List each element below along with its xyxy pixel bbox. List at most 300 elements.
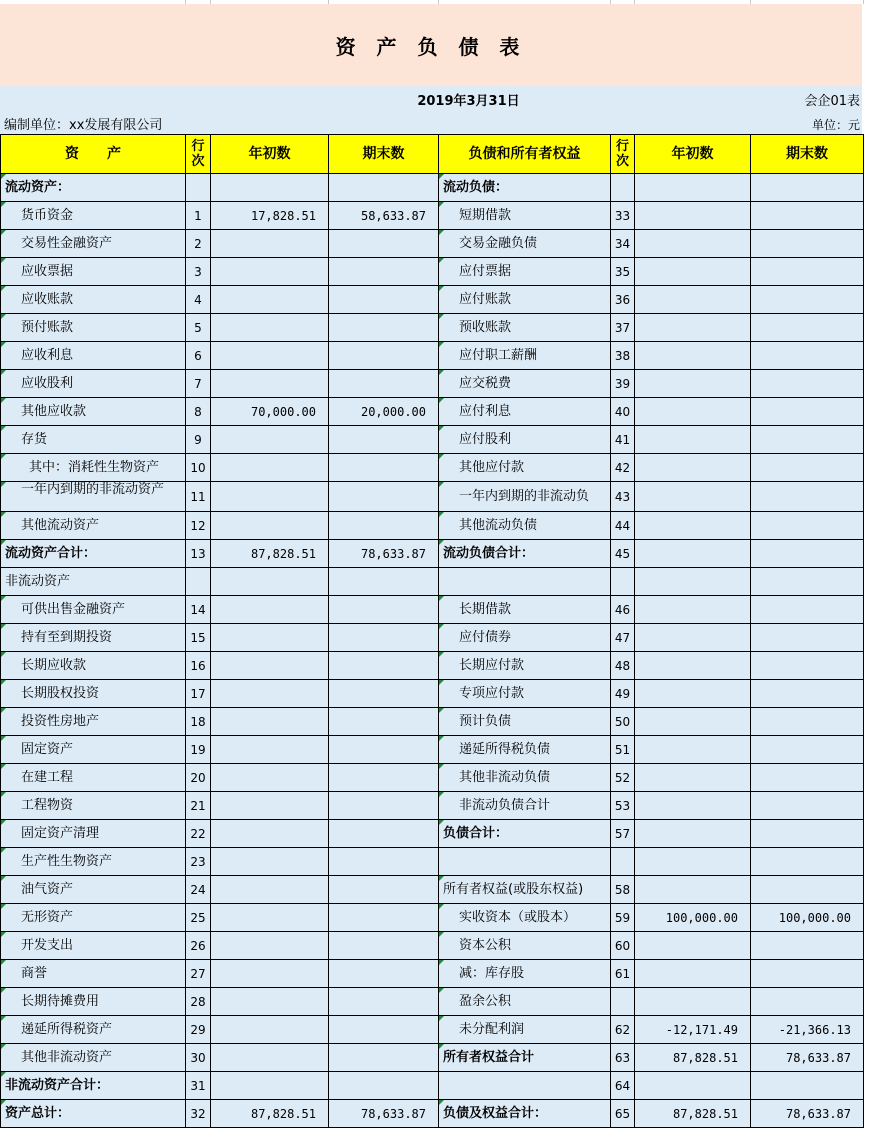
asset-name[interactable]: 交易性金融资产	[1, 230, 186, 258]
liability-name[interactable]: 所有者权益合计	[439, 1044, 611, 1072]
liability-row-no[interactable]: 49	[611, 680, 635, 708]
liability-name[interactable]: 预收账款	[439, 314, 611, 342]
liability-row-no[interactable]: 43	[611, 482, 635, 512]
asset-name[interactable]: 生产性生物资产	[1, 848, 186, 876]
asset-name[interactable]: 工程物资	[1, 792, 186, 820]
liability-name[interactable]: 应交税费	[439, 370, 611, 398]
asset-begin-value[interactable]	[211, 174, 329, 202]
asset-name[interactable]: 一年内到期的非流动资产	[1, 482, 186, 512]
asset-begin-value[interactable]	[211, 482, 329, 512]
liability-begin-value[interactable]: 100,000.00	[635, 904, 751, 932]
liability-name[interactable]: 其他非流动负债	[439, 764, 611, 792]
header-begin[interactable]: 年初数	[211, 135, 329, 174]
liability-row-no[interactable]: 47	[611, 624, 635, 652]
liability-end-value[interactable]	[751, 792, 864, 820]
asset-name[interactable]: 预付账款	[1, 314, 186, 342]
liability-end-value[interactable]	[751, 342, 864, 370]
liability-end-value[interactable]	[751, 314, 864, 342]
asset-end-value[interactable]	[329, 652, 439, 680]
asset-name[interactable]: 流动资产：	[1, 174, 186, 202]
asset-end-value[interactable]: 78,633.87	[329, 1100, 439, 1128]
asset-end-value[interactable]	[329, 174, 439, 202]
liability-begin-value[interactable]	[635, 820, 751, 848]
liability-name[interactable]: 应付职工薪酬	[439, 342, 611, 370]
liability-name[interactable]: 盈余公积	[439, 988, 611, 1016]
asset-begin-value[interactable]	[211, 764, 329, 792]
liability-name[interactable]: 减：库存股	[439, 960, 611, 988]
asset-name[interactable]: 递延所得税资产	[1, 1016, 186, 1044]
liability-begin-value[interactable]	[635, 764, 751, 792]
asset-name[interactable]: 其他流动资产	[1, 512, 186, 540]
asset-row-no[interactable]: 9	[186, 426, 211, 454]
asset-name[interactable]: 其中：消耗性生物资产	[1, 454, 186, 482]
liability-name[interactable]: 长期应付款	[439, 652, 611, 680]
liability-end-value[interactable]	[751, 876, 864, 904]
asset-name[interactable]: 商誉	[1, 960, 186, 988]
liability-end-value[interactable]: 78,633.87	[751, 1044, 864, 1072]
liability-end-value[interactable]	[751, 1072, 864, 1100]
header-end-right[interactable]: 期末数	[751, 135, 864, 174]
asset-name[interactable]: 货币资金	[1, 202, 186, 230]
liability-end-value[interactable]	[751, 398, 864, 426]
liability-end-value[interactable]	[751, 230, 864, 258]
asset-begin-value[interactable]	[211, 792, 329, 820]
liability-name[interactable]	[439, 848, 611, 876]
asset-begin-value[interactable]	[211, 426, 329, 454]
table-row	[1, 342, 864, 370]
asset-end-value[interactable]	[329, 624, 439, 652]
asset-end-value[interactable]	[329, 314, 439, 342]
form-code[interactable]: 会企01表	[804, 94, 860, 109]
liability-end-value[interactable]	[751, 960, 864, 988]
liability-end-value[interactable]	[751, 820, 864, 848]
asset-end-value[interactable]	[329, 482, 439, 512]
liability-row-no[interactable]: 41	[611, 426, 635, 454]
currency-unit[interactable]: 单位：元	[811, 118, 860, 132]
asset-row-no[interactable]: 28	[186, 988, 211, 1016]
asset-begin-value[interactable]	[211, 370, 329, 398]
liability-begin-value[interactable]	[635, 370, 751, 398]
liability-end-value[interactable]	[751, 596, 864, 624]
asset-end-value[interactable]	[329, 960, 439, 988]
asset-name[interactable]: 其他非流动资产	[1, 1044, 186, 1072]
liability-begin-value[interactable]	[635, 736, 751, 764]
liability-begin-value[interactable]	[635, 286, 751, 314]
liability-name[interactable]: 非流动负债合计	[439, 792, 611, 820]
liability-end-value[interactable]	[751, 652, 864, 680]
liability-begin-value[interactable]: 87,828.51	[635, 1044, 751, 1072]
asset-end-value[interactable]	[329, 764, 439, 792]
liability-end-value[interactable]	[751, 426, 864, 454]
liability-name[interactable]: 一年内到期的非流动负	[439, 482, 611, 512]
asset-begin-value[interactable]	[211, 988, 329, 1016]
liability-row-no[interactable]: 64	[611, 1072, 635, 1100]
asset-end-value[interactable]	[329, 708, 439, 736]
asset-begin-value[interactable]	[211, 1044, 329, 1072]
liability-row-no[interactable]: 61	[611, 960, 635, 988]
liability-begin-value[interactable]	[635, 680, 751, 708]
liability-row-no[interactable]: 51	[611, 736, 635, 764]
asset-name[interactable]: 应收票据	[1, 258, 186, 286]
asset-end-value[interactable]: 78,633.87	[329, 540, 439, 568]
reporting-entity[interactable]: 编制单位：xx发展有限公司	[4, 118, 163, 133]
asset-end-value[interactable]	[329, 932, 439, 960]
liability-begin-value[interactable]	[635, 932, 751, 960]
liability-row-no[interactable]: 44	[611, 512, 635, 540]
table-row	[1, 540, 864, 568]
asset-begin-value[interactable]	[211, 286, 329, 314]
liability-begin-value[interactable]	[635, 342, 751, 370]
asset-end-value[interactable]	[329, 848, 439, 876]
liability-begin-value[interactable]	[635, 960, 751, 988]
asset-end-value[interactable]	[329, 820, 439, 848]
asset-name[interactable]: 资产总计：	[1, 1100, 186, 1128]
header-end[interactable]: 期末数	[329, 135, 439, 174]
liability-end-value[interactable]	[751, 708, 864, 736]
table-row	[1, 848, 864, 876]
table-row	[1, 904, 864, 932]
liability-row-no[interactable]: 38	[611, 342, 635, 370]
table-row	[1, 1100, 864, 1128]
asset-begin-value[interactable]	[211, 904, 329, 932]
asset-end-value[interactable]	[329, 1016, 439, 1044]
liability-begin-value[interactable]	[635, 596, 751, 624]
table-row	[1, 230, 864, 258]
table-row	[1, 960, 864, 988]
liability-name[interactable]: 其他应付款	[439, 454, 611, 482]
asset-name[interactable]: 长期应收款	[1, 652, 186, 680]
asset-name[interactable]: 存货	[1, 426, 186, 454]
liability-row-no[interactable]: 59	[611, 904, 635, 932]
asset-begin-value[interactable]: 17,828.51	[211, 202, 329, 230]
asset-name[interactable]: 应收股利	[1, 370, 186, 398]
liability-end-value[interactable]	[751, 482, 864, 512]
asset-name[interactable]: 持有至到期投资	[1, 624, 186, 652]
liability-end-value[interactable]	[751, 568, 864, 596]
liability-row-no[interactable]: 53	[611, 792, 635, 820]
header-begin-right[interactable]: 年初数	[635, 135, 751, 174]
liability-begin-value[interactable]	[635, 568, 751, 596]
liability-name[interactable]: 交易金融负债	[439, 230, 611, 258]
asset-row-no[interactable]: 25	[186, 904, 211, 932]
liability-name[interactable]: 负债合计：	[439, 820, 611, 848]
asset-name[interactable]: 在建工程	[1, 764, 186, 792]
liability-name[interactable]: 其他流动负债	[439, 512, 611, 540]
asset-row-no[interactable]: 31	[186, 1072, 211, 1100]
asset-name[interactable]: 可供出售金融资产	[1, 596, 186, 624]
liability-end-value[interactable]	[751, 736, 864, 764]
liability-begin-value[interactable]	[635, 230, 751, 258]
asset-row-no[interactable]: 5	[186, 314, 211, 342]
liability-begin-value[interactable]: -12,171.49	[635, 1016, 751, 1044]
liability-begin-value[interactable]: 87,828.51	[635, 1100, 751, 1128]
liability-name[interactable]: 应付利息	[439, 398, 611, 426]
report-date[interactable]: 2019年3月31日	[417, 94, 520, 109]
asset-begin-value[interactable]	[211, 230, 329, 258]
liability-row-no[interactable]: 37	[611, 314, 635, 342]
asset-end-value[interactable]	[329, 342, 439, 370]
asset-end-value[interactable]	[329, 568, 439, 596]
liability-end-value[interactable]	[751, 370, 864, 398]
asset-row-no[interactable]: 20	[186, 764, 211, 792]
asset-name[interactable]: 其他应收款	[1, 398, 186, 426]
asset-name[interactable]: 开发支出	[1, 932, 186, 960]
liability-end-value[interactable]	[751, 454, 864, 482]
liability-begin-value[interactable]	[635, 540, 751, 568]
liability-name[interactable]: 递延所得税负债	[439, 736, 611, 764]
liability-end-value[interactable]	[751, 540, 864, 568]
liability-name[interactable]: 预计负债	[439, 708, 611, 736]
asset-begin-value[interactable]: 87,828.51	[211, 1100, 329, 1128]
header-row	[1, 135, 864, 174]
asset-name[interactable]: 固定资产	[1, 736, 186, 764]
asset-end-value[interactable]	[329, 596, 439, 624]
liability-row-no[interactable]: 40	[611, 398, 635, 426]
report-info-band	[0, 86, 862, 134]
liability-name[interactable]: 应付票据	[439, 258, 611, 286]
asset-end-value[interactable]	[329, 230, 439, 258]
asset-end-value[interactable]	[329, 680, 439, 708]
asset-end-value[interactable]	[329, 286, 439, 314]
liability-row-no[interactable]: 48	[611, 652, 635, 680]
liability-begin-value[interactable]	[635, 512, 751, 540]
asset-end-value[interactable]	[329, 1044, 439, 1072]
asset-end-value[interactable]	[329, 988, 439, 1016]
liability-row-no[interactable]: 33	[611, 202, 635, 230]
asset-end-value[interactable]	[329, 876, 439, 904]
liability-row-no[interactable]: 65	[611, 1100, 635, 1128]
asset-row-no[interactable]: 29	[186, 1016, 211, 1044]
liability-name[interactable]: 流动负债合计：	[439, 540, 611, 568]
header-row-no-right[interactable]: 行次	[611, 135, 635, 174]
asset-row-no[interactable]: 11	[186, 482, 211, 512]
liability-end-value[interactable]	[751, 202, 864, 230]
asset-name[interactable]: 应收账款	[1, 286, 186, 314]
asset-begin-value[interactable]	[211, 342, 329, 370]
asset-row-no[interactable]: 21	[186, 792, 211, 820]
asset-begin-value[interactable]	[211, 932, 329, 960]
liability-name[interactable]: 所有者权益(或股东权益)	[439, 876, 611, 904]
table-row	[1, 426, 864, 454]
asset-begin-value[interactable]	[211, 652, 329, 680]
asset-end-value[interactable]	[329, 454, 439, 482]
liability-end-value[interactable]	[751, 624, 864, 652]
asset-row-no[interactable]	[186, 568, 211, 596]
table-row	[1, 1044, 864, 1072]
liability-end-value[interactable]	[751, 988, 864, 1016]
asset-begin-value[interactable]	[211, 1016, 329, 1044]
asset-begin-value[interactable]	[211, 876, 329, 904]
liability-end-value[interactable]: -21,366.13	[751, 1016, 864, 1044]
asset-begin-value[interactable]	[211, 624, 329, 652]
liability-begin-value[interactable]	[635, 1072, 751, 1100]
asset-end-value[interactable]	[329, 258, 439, 286]
asset-row-no[interactable]: 23	[186, 848, 211, 876]
asset-begin-value[interactable]	[211, 512, 329, 540]
liability-end-value[interactable]	[751, 680, 864, 708]
asset-row-no[interactable]: 32	[186, 1100, 211, 1128]
liability-name[interactable]: 未分配利润	[439, 1016, 611, 1044]
liability-row-no[interactable]: 62	[611, 1016, 635, 1044]
asset-begin-value[interactable]	[211, 314, 329, 342]
asset-row-no[interactable]: 18	[186, 708, 211, 736]
liability-row-no[interactable]: 60	[611, 932, 635, 960]
table-row	[1, 820, 864, 848]
liability-end-value[interactable]	[751, 286, 864, 314]
asset-begin-value[interactable]	[211, 258, 329, 286]
asset-begin-value[interactable]	[211, 708, 329, 736]
header-liabilities[interactable]: 负债和所有者权益	[439, 135, 611, 174]
asset-end-value[interactable]	[329, 370, 439, 398]
liability-row-no[interactable]: 58	[611, 876, 635, 904]
liability-begin-value[interactable]	[635, 848, 751, 876]
asset-row-no[interactable]: 7	[186, 370, 211, 398]
liability-row-no[interactable]: 50	[611, 708, 635, 736]
asset-begin-value[interactable]	[211, 736, 329, 764]
asset-name[interactable]: 流动资产合计：	[1, 540, 186, 568]
asset-row-no[interactable]: 6	[186, 342, 211, 370]
liability-name[interactable]: 实收资本（或股本）	[439, 904, 611, 932]
liability-end-value[interactable]	[751, 512, 864, 540]
asset-row-no[interactable]: 24	[186, 876, 211, 904]
liability-begin-value[interactable]	[635, 202, 751, 230]
asset-row-no[interactable]: 16	[186, 652, 211, 680]
liability-name[interactable]: 长期借款	[439, 596, 611, 624]
liability-name[interactable]: 资本公积	[439, 932, 611, 960]
asset-name[interactable]: 长期股权投资	[1, 680, 186, 708]
liability-name[interactable]: 流动负债：	[439, 174, 611, 202]
liability-begin-value[interactable]	[635, 454, 751, 482]
asset-row-no[interactable]: 2	[186, 230, 211, 258]
asset-row-no[interactable]: 14	[186, 596, 211, 624]
asset-name[interactable]: 非流动资产合计：	[1, 1072, 186, 1100]
liability-row-no[interactable]	[611, 988, 635, 1016]
table-row	[1, 680, 864, 708]
asset-begin-value[interactable]	[211, 820, 329, 848]
liability-begin-value[interactable]	[635, 988, 751, 1016]
liability-begin-value[interactable]	[635, 624, 751, 652]
asset-end-value[interactable]	[329, 1072, 439, 1100]
liability-begin-value[interactable]	[635, 792, 751, 820]
liability-name[interactable]	[439, 1072, 611, 1100]
table-row	[1, 792, 864, 820]
liability-row-no[interactable]	[611, 174, 635, 202]
liability-name[interactable]: 应付股利	[439, 426, 611, 454]
liability-row-no[interactable]: 46	[611, 596, 635, 624]
liability-name[interactable]: 短期借款	[439, 202, 611, 230]
liability-row-no[interactable]	[611, 848, 635, 876]
liability-begin-value[interactable]	[635, 652, 751, 680]
asset-begin-value[interactable]	[211, 960, 329, 988]
asset-name[interactable]: 非流动资产	[1, 568, 186, 596]
asset-end-value[interactable]: 58,633.87	[329, 202, 439, 230]
asset-name[interactable]: 固定资产清理	[1, 820, 186, 848]
liability-name[interactable]	[439, 568, 611, 596]
asset-end-value[interactable]: 20,000.00	[329, 398, 439, 426]
liability-end-value[interactable]	[751, 764, 864, 792]
asset-row-no[interactable]: 30	[186, 1044, 211, 1072]
asset-end-value[interactable]	[329, 904, 439, 932]
header-row-no[interactable]: 行次	[186, 135, 211, 174]
liability-begin-value[interactable]	[635, 174, 751, 202]
liability-end-value[interactable]	[751, 174, 864, 202]
liability-row-no[interactable]: 35	[611, 258, 635, 286]
asset-begin-value[interactable]: 70,000.00	[211, 398, 329, 426]
liability-row-no[interactable]: 57	[611, 820, 635, 848]
asset-begin-value[interactable]	[211, 848, 329, 876]
liability-begin-value[interactable]	[635, 876, 751, 904]
asset-row-no[interactable]: 27	[186, 960, 211, 988]
asset-row-no[interactable]: 4	[186, 286, 211, 314]
asset-end-value[interactable]	[329, 736, 439, 764]
liability-name[interactable]: 负债及权益合计：	[439, 1100, 611, 1128]
asset-end-value[interactable]	[329, 792, 439, 820]
liability-row-no[interactable]: 36	[611, 286, 635, 314]
liability-begin-value[interactable]	[635, 314, 751, 342]
asset-end-value[interactable]	[329, 426, 439, 454]
asset-row-no[interactable]: 8	[186, 398, 211, 426]
asset-row-no[interactable]: 22	[186, 820, 211, 848]
asset-row-no[interactable]: 3	[186, 258, 211, 286]
asset-name[interactable]: 油气资产	[1, 876, 186, 904]
liability-begin-value[interactable]	[635, 708, 751, 736]
asset-row-no[interactable]: 17	[186, 680, 211, 708]
liability-end-value[interactable]: 100,000.00	[751, 904, 864, 932]
liability-row-no[interactable]: 39	[611, 370, 635, 398]
liability-row-no[interactable]: 52	[611, 764, 635, 792]
liability-end-value[interactable]	[751, 848, 864, 876]
liability-row-no[interactable]: 42	[611, 454, 635, 482]
liability-name[interactable]: 应付债券	[439, 624, 611, 652]
asset-row-no[interactable]: 15	[186, 624, 211, 652]
asset-name[interactable]: 无形资产	[1, 904, 186, 932]
liability-row-no[interactable]: 34	[611, 230, 635, 258]
asset-begin-value[interactable]	[211, 454, 329, 482]
liability-end-value[interactable]	[751, 932, 864, 960]
report-title[interactable]: 资 产 负 债 表	[0, 4, 862, 86]
liability-name[interactable]: 专项应付款	[439, 680, 611, 708]
asset-begin-value[interactable]	[211, 568, 329, 596]
asset-begin-value[interactable]: 87,828.51	[211, 540, 329, 568]
asset-row-no[interactable]: 1	[186, 202, 211, 230]
asset-name[interactable]: 应收利息	[1, 342, 186, 370]
asset-name[interactable]: 长期待摊费用	[1, 988, 186, 1016]
liability-name[interactable]: 应付账款	[439, 286, 611, 314]
asset-row-no[interactable]: 26	[186, 932, 211, 960]
liability-end-value[interactable]: 78,633.87	[751, 1100, 864, 1128]
asset-begin-value[interactable]	[211, 1072, 329, 1100]
liability-end-value[interactable]	[751, 258, 864, 286]
asset-row-no[interactable]: 13	[186, 540, 211, 568]
asset-end-value[interactable]	[329, 512, 439, 540]
header-asset[interactable]: 资 产	[1, 135, 186, 174]
liability-begin-value[interactable]	[635, 482, 751, 512]
table-row	[1, 258, 864, 286]
liability-row-no[interactable]	[611, 568, 635, 596]
liability-row-no[interactable]: 63	[611, 1044, 635, 1072]
asset-begin-value[interactable]	[211, 596, 329, 624]
asset-name[interactable]: 投资性房地产	[1, 708, 186, 736]
liability-begin-value[interactable]	[635, 398, 751, 426]
asset-begin-value[interactable]	[211, 680, 329, 708]
asset-row-no[interactable]: 10	[186, 454, 211, 482]
liability-begin-value[interactable]	[635, 426, 751, 454]
liability-begin-value[interactable]	[635, 258, 751, 286]
asset-row-no[interactable]	[186, 174, 211, 202]
liability-row-no[interactable]: 45	[611, 540, 635, 568]
asset-row-no[interactable]: 19	[186, 736, 211, 764]
asset-row-no[interactable]: 12	[186, 512, 211, 540]
